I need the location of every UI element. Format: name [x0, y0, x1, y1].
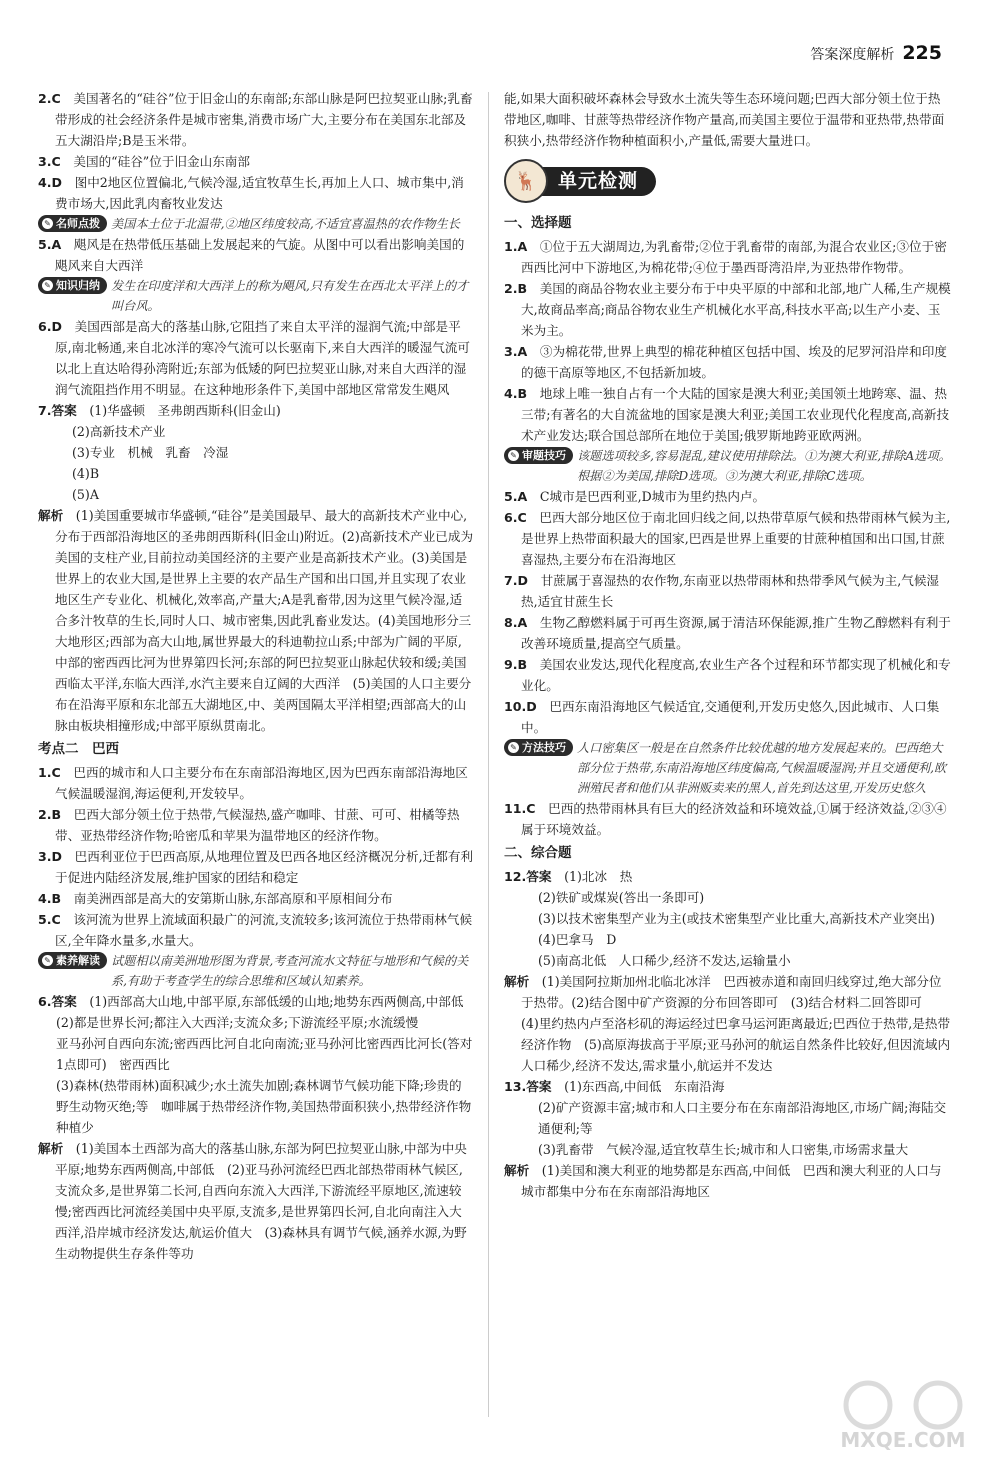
item-text: (1)美国本土西部为高大的落基山脉,东部为阿巴拉契亚山脉,中部为中央平原;地势东西两侧高,中部低 (2)亚马孙河流经巴西北部热带雨林气候区,支流众多,是世界第二长河,自西向东流入大西洋,下游流经平原地区,流速较慢;密西西比河流经美国中央平原,支流多,是世界第四长河,自北向南注入大西洋,沿岸城市经济发达,航运价值大 (3)森林具有调节气候,涵养水源,为野生动物提供生存条件等功: [55, 1141, 467, 1261]
tip-icon: ✎: [42, 955, 53, 966]
item-label: 2.C: [38, 91, 61, 106]
item-label: 解析: [504, 974, 530, 989]
item-text: 南美洲西部是高大的安第斯山脉,东部高原和平原相间分布: [73, 891, 393, 906]
item-text: 美国的商品谷物农业主要分布于中央平原的中部和北部,地广人稀,生产规模大,故商品率高;商品谷物农业生产机械化水平高,科技水平高;以生产小麦、玉米为主。: [521, 281, 951, 338]
tip-icon: ✎: [508, 742, 519, 753]
question-answer: [504, 654, 952, 696]
item-label: 解析: [504, 1163, 530, 1178]
item-text: 美国著名的“硅谷”位于旧金山的东南部;东部山脉是阿巴拉契亚山脉;乳畜带形成的社会经济条件是城市密集,消费市场广大,主要分布在美国东北部及五大湖沿岸;B是玉米带。: [55, 91, 473, 148]
item-text: 巴西大部分地区位于南北回归线之间,以热带草原气候和热带雨林气候为主,是世界上热带面积最大的国家,巴西是世界上重要的甘蔗种植国和出口国,甘蔗喜湿热,主要分布在沿海地区: [521, 510, 951, 567]
answer-subitem: (5)南高北低 人口稀少,经济不发达,运输量小: [538, 953, 791, 968]
tip-icon: ✎: [42, 280, 53, 291]
explanation-block: [504, 1160, 952, 1202]
item-text: 美国农业发达,现代化程度高,农业生产各个过程和环节都实现了机械化和专业化。: [521, 657, 951, 693]
question-answer: [38, 804, 474, 846]
tip-badge-label: 审题技巧: [522, 449, 566, 462]
question-answer: [38, 88, 474, 151]
item-text: 巴西大部分领土位于热带,气候湿热,盛产咖啡、甘蔗、可可、柑橘等热带、亚热带经济作物;哈密瓜和苹果为温带地区的经济作物。: [55, 807, 460, 843]
explanation-block: [38, 1138, 474, 1264]
item-text: (1)美国阿拉斯加州北临北冰洋 巴西被赤道和南回归线穿过,绝大部分位于热带。(2)结合图中矿产资源的分布回答即可 (3)结合材料二回答即可 (4)里约热内卢至洛杉矶的海运经过巴拿马运河距离最近;巴西位于热带,是热带经济作物 (5)高原海拔高于平原;亚马孙河的航运自然条件比较好,但因流域内人口稀少,经济不发达,需求量小,航运并不发达: [521, 974, 951, 1073]
tip-badge-label: 方法技巧: [522, 741, 566, 754]
question-answer: [38, 888, 474, 909]
tip-text: 人口密集区一般是在自然条件比较优越的地方发展起来的。巴西绝大部分位于热带,东南沿海地区纬度偏高,气候温暖湿润;并且交通便利,欧洲殖民者和他们从非洲贩卖来的黑人,首先到达这里,开发历史悠久: [577, 741, 947, 795]
tip-badge-label: 名师点拨: [56, 217, 100, 230]
question-answer: [38, 909, 474, 951]
answer-block: [38, 400, 474, 421]
question-answer: [38, 316, 474, 400]
item-label: 11.C: [504, 801, 536, 816]
question-answer: [504, 383, 952, 446]
watermark-text: MXQE.COM: [840, 1428, 966, 1452]
answer-subitem: (4)巴拿马 D: [538, 932, 617, 947]
column-divider: [488, 92, 489, 1417]
question-answer: [504, 570, 952, 612]
unit-test-banner: [504, 159, 952, 203]
tip-box: [38, 951, 474, 991]
question-answer: [504, 507, 952, 570]
question-answer: [38, 762, 474, 804]
watermark-logo-icon: [828, 1373, 978, 1453]
item-text: ③为棉花带,世界上典型的棉花种植区包括中国、埃及的尼罗河沿岸和印度的德干高原等地区,不包括新加坡。: [521, 344, 947, 380]
section-heading: 二、综合题: [504, 845, 572, 861]
item-text: 图中2地区位置偏北,气候冷湿,适宜牧草生长,再加上人口、城市集中,消费市场大,因此乳肉畜牧业发达: [55, 175, 464, 211]
item-label: 6.C: [504, 510, 527, 525]
tip-text: 美国本土位于北温带,②地区纬度较高,不适宜喜温热的农作物生长: [111, 217, 460, 231]
item-text: ①位于五大湖周边,为乳畜带;②位于乳畜带的南部,为混合农业区;③位于密西西比河中下游地区,为棉花带;④位于墨西哥湾沿岸,为亚热带作物带。: [521, 239, 947, 275]
tip-text: 试题相以南美洲地形图为背景,考查河流水文特征与地形和气候的关系,有助于考查学生的综合思维和区域认知素养。: [111, 954, 469, 988]
page-header: [810, 42, 942, 64]
question-answer: [38, 234, 474, 276]
tip-icon: ✎: [508, 450, 519, 461]
item-text: 巴西东南沿海地区气候适宜,交通便利,开发历史悠久,因此城市、人口集中。: [521, 699, 940, 735]
tip-icon: ✎: [42, 218, 53, 229]
item-text: 生物乙醇燃料属于可再生资源,属于清洁环保能源,推广生物乙醇燃料有利于改善环境质量,提高空气质量。: [521, 615, 951, 651]
tip-box: [504, 738, 952, 798]
item-label: 10.D: [504, 699, 537, 714]
answer-block: [504, 866, 952, 887]
reindeer-mascot-icon: 🦌: [504, 159, 548, 203]
answer-subitem: (3)以技术密集型产业为主(或技术密集型产业比重大,高新技术产业突出): [538, 911, 935, 926]
tip-text: 发生在印度洋和大西洋上的称为飓风,只有发生在西北太平洋上的才叫台风。: [111, 279, 469, 313]
item-text: (1)美国和澳大利亚的地势都是东西高,中间低 巴西和澳大利亚的人口与城市都集中分布在东南部沿海地区: [521, 1163, 942, 1199]
item-label: 7.D: [504, 573, 529, 588]
item-text: 美国的“硅谷”位于旧金山东南部: [73, 154, 250, 169]
tip-badge-label: 素养解读: [56, 954, 100, 967]
tip-badge: [38, 215, 107, 232]
section-heading: 一、选择题: [504, 215, 572, 231]
item-label: 7.答案: [38, 403, 77, 418]
item-label: 3.D: [38, 849, 63, 864]
item-text: (1)西部高大山地,中部平原,东部低缓的山地;地势东西两侧高,中部低: [89, 994, 464, 1009]
item-label: 6.答案: [38, 994, 77, 1009]
answer-subitem: (4)B: [72, 466, 100, 481]
question-answer: [504, 798, 952, 840]
tip-badge: [38, 277, 107, 294]
item-label: 1.C: [38, 765, 61, 780]
unit-test-title: 单元检测: [542, 167, 656, 196]
tip-badge-label: 知识归纳: [56, 279, 100, 292]
item-text: (1)北冰 热: [564, 869, 633, 884]
item-label: 6.D: [38, 319, 63, 334]
tip-box: [38, 214, 474, 234]
explanation-block: [504, 971, 952, 1076]
right-blocks: [504, 213, 952, 1202]
right-column: [504, 88, 952, 1202]
item-label: 2.B: [504, 281, 528, 296]
item-text: 该河流为世界上流域面积最广的河流,支流较多;该河流位于热带雨林气候区,全年降水量多,水量大。: [55, 912, 473, 948]
item-text: C城市是巴西利亚,D城市为里约热内卢。: [539, 489, 766, 504]
answer-block: [38, 991, 474, 1012]
answer-subitem: 亚马孙河自西向东流;密西西比河自北向南流;亚马孙河比密西西比河长(答对1点即可) 密西西比: [56, 1036, 473, 1072]
question-answer: [38, 172, 474, 214]
answer-subitem: (5)A: [72, 487, 99, 502]
answer-subitem: (3)森林(热带雨林)面积减少;水土流失加剧;森林调节气候功能下降;珍贵的野生动物灭绝;等 咖啡属于热带经济作物,美国热带面积狭小,热带经济作物种植少: [56, 1078, 472, 1135]
item-label: 5.A: [504, 489, 528, 504]
page-number: 225: [902, 42, 942, 64]
answer-subitem: (3)专业 机械 乳畜 冷湿: [72, 445, 229, 460]
item-label: 9.B: [504, 657, 528, 672]
item-label: 解析: [38, 508, 64, 523]
tip-box: [38, 276, 474, 316]
item-label: 3.A: [504, 344, 528, 359]
continued-text: 能,如果大面积破坏森林会导致水土流失等生态环境问题;巴西大部分领土位于热带地区,咖啡、甘蔗等热带经济作物产量高,而美国主要位于温带和亚热带,热带面积狭小,热带经济作物种植面积小,产量低,需要大量进口。: [504, 91, 945, 148]
item-label: 1.A: [504, 239, 528, 254]
answer-subitem: (2)高新技术产业: [72, 424, 166, 439]
header-title: 答案深度解析: [810, 47, 895, 63]
left-column: [38, 88, 474, 1264]
item-label: 3.C: [38, 154, 61, 169]
item-text: 巴西的城市和人口主要分布在东南部沿海地区,因为巴西东南部沿海地区气候温暖湿润,海运便利,开发较早。: [55, 765, 468, 801]
tip-box: [504, 446, 952, 486]
item-label: 2.B: [38, 807, 62, 822]
item-label: 5.A: [38, 237, 62, 252]
section-heading: 考点二 巴西: [38, 741, 119, 757]
tip-text: 该题选项较多,容易混乱,建议使用排除法。①为澳大利亚,排除A选项。根据②为美国,排除D选项。③为澳大利亚,排除C选项。: [577, 449, 951, 483]
question-answer: [504, 341, 952, 383]
item-label: 解析: [38, 1141, 64, 1156]
question-answer: [504, 612, 952, 654]
item-text: (1)东西高,中间低 东南沿海: [564, 1079, 725, 1094]
question-answer: [38, 846, 474, 888]
item-label: 5.C: [38, 912, 61, 927]
item-label: 8.A: [504, 615, 528, 630]
tip-badge: [504, 739, 573, 756]
item-text: 巴西利亚位于巴西高原,从地理位置及巴西各地区经济概况分析,迁都有利于促进内陆经济发展,维护国家的团结和稳定: [55, 849, 474, 885]
item-text: 巴西的热带雨林具有巨大的经济效益和环境效益,①属于经济效益,②③④属于环境效益。: [521, 801, 947, 837]
tip-badge: [504, 447, 573, 464]
answer-subitem: (3)乳畜带 气候冷湿,适宜牧草生长;城市和人口密集,市场需求量大: [538, 1142, 909, 1157]
question-answer: [504, 696, 952, 738]
item-text: 地球上唯一独自占有一个大陆的国家是澳大利亚;美国领土地跨寒、温、热三带;有著名的大自流盆地的国家是澳大利亚;美国工农业现代化程度高,高新技术产业发达;联合国总部所在地位于美国;俄罗斯地跨亚欧两洲。: [521, 386, 950, 443]
question-answer: [38, 151, 474, 172]
item-text: 甘蔗属于喜湿热的农作物,东南亚以热带雨林和热带季风气候为主,气候湿热,适宜甘蔗生长: [521, 573, 940, 609]
question-answer: [504, 278, 952, 341]
item-label: 4.B: [38, 891, 62, 906]
question-answer: [504, 236, 952, 278]
item-text: 美国西部是高大的落基山脉,它阻挡了来自太平洋的湿润气流;中部是平原,南北畅通,来自北冰洋的寒冷气流可以长驱南下,来自大西洋的暖湿气流可以北上直达哈得孙湾附近;东部为低矮的阿巴拉契亚山脉,对来自大西洋的湿润气流阻挡作用不明显。在这种地形条件下,美国中部地区常常发生飓风: [55, 319, 471, 397]
explanation-block: [38, 505, 474, 736]
item-text: (1)美国重要城市华盛顿,“硅谷”是美国最早、最大的高新技术产业中心,分布于西部沿海地区的圣弗朗西斯科(旧金山)附近。(2)高新技术产业已成为美国的支柱产业,目前拉动美国经济的主要产业是高新技术产业。(3)美国是世界上的农业大国,是世界上主要的农产品生产国和出口国,并且实现了农业地区生产专业化、机械化,效率高,产量大;A是乳畜带,因为这里气候冷湿,适合多汁牧草的生长,同时人口、城市密集,因此乳畜业发达。(4)美国地形分三大地形区;西部为高大山地,属世界最大的科迪勒拉山系;中部为广阔的平原,中部的密西西比河为世界第四长河;东部的阿巴拉契亚山脉起伏较和缓;美国西临太平洋,东临大西洋,水汽主要来自辽阔的大西洋 (5)美国的人口主要分布在沿海平原和东北部五大湖地区,中、美两国隔太平洋相望;西部高大的山脉由板块相撞形成;中部平原纵贯南北。: [55, 508, 474, 733]
question-answer: [504, 486, 952, 507]
item-label: 13.答案: [504, 1079, 552, 1094]
item-label: 4.B: [504, 386, 528, 401]
answer-block: [504, 1076, 952, 1097]
item-text: (1)华盛顿 圣弗朗西斯科(旧金山): [89, 403, 281, 418]
answer-subitem: (2)都是世界长河;都注入大西洋;支流众多;下游流经平原;水流缓慢: [56, 1015, 419, 1030]
item-text: 飓风是在热带低压基础上发展起来的气旋。从图中可以看出影响美国的飓风来自大西洋: [55, 237, 465, 273]
answer-subitem: (2)矿产资源丰富;城市和人口主要分布在东南部沿海地区,市场广阔;海陆交通便利;等: [538, 1100, 947, 1136]
item-label: 4.D: [38, 175, 63, 190]
item-label: 12.答案: [504, 869, 552, 884]
tip-badge: [38, 952, 107, 969]
answer-subitem: (2)铁矿或煤炭(答出一条即可): [538, 890, 705, 905]
